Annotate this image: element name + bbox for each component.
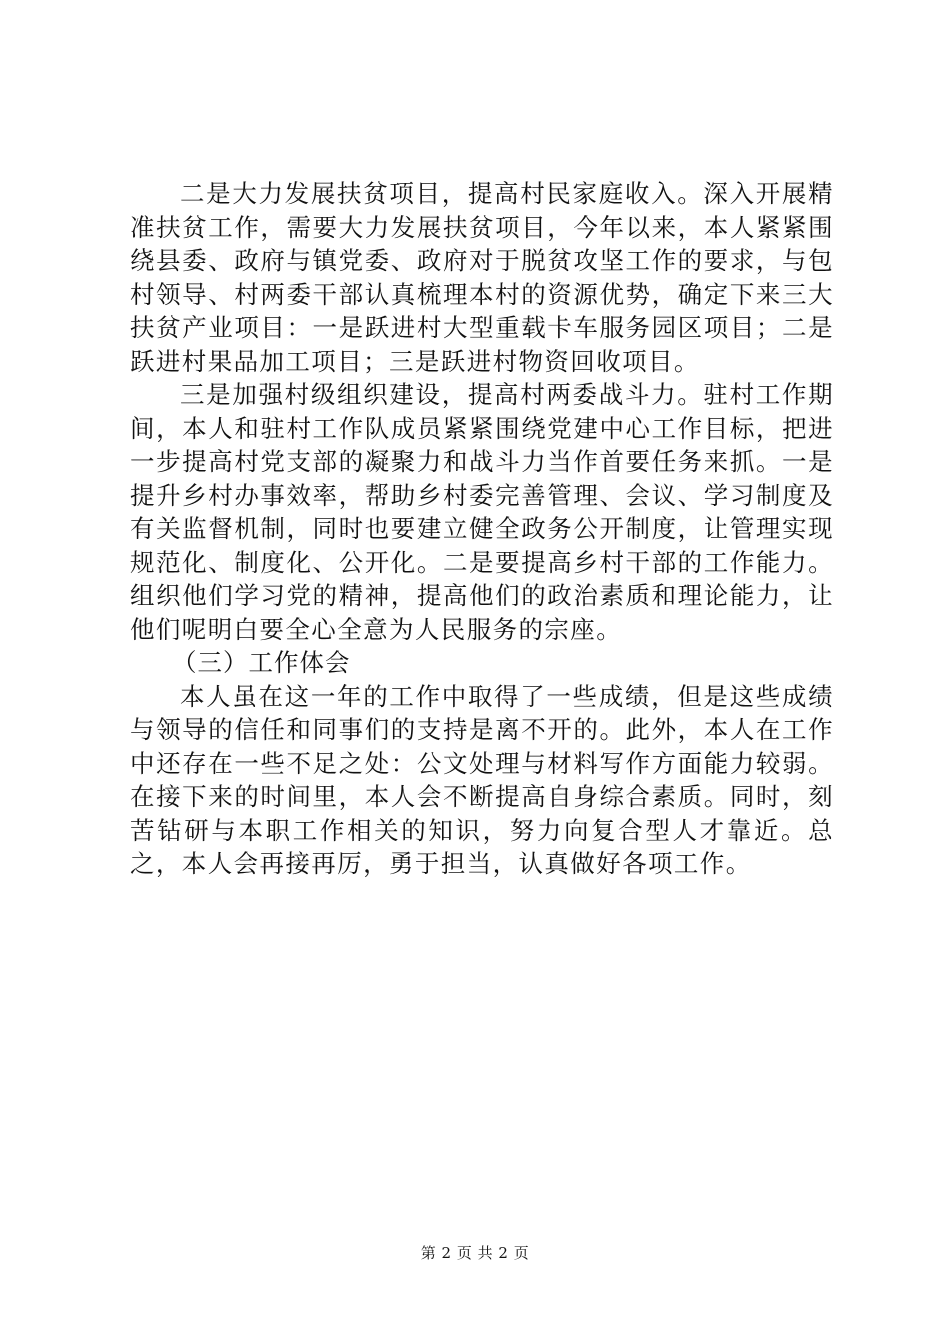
paragraph-poverty-projects: 二是大力发展扶贫项目，提高村民家庭收入。深入开展精准扶贫工作，需要大力发展扶贫项目，今年以来，本人紧紧围绕县委、政府与镇党委、政府对于脱贫攻坚工作的要求，与包村领导、村两委干部认真梳理本村的资源优势，确定下来三大扶贫产业项目：一是跃进村大型重载卡车服务园区项目；二是跃进村果品加工项目；三是跃进村物资回收项目。 <box>130 179 834 376</box>
section-heading: （三）工作体会 <box>172 648 351 677</box>
paragraph-organization-building: 三是加强村级组织建设，提高村两委战斗力。驻村工作期间，本人和驻村工作队成员紧紧围绕党建中心工作目标，把进一步提高村党支部的凝聚力和战斗力当作首要任务来抓。一是提升乡村办事效率，帮助乡村委完善管理、会议、学习制度及有关监督机制，同时也要建立健全政务公开制度，让管理实现规范化、制度化、公开化。二是要提高乡村干部的工作能力。组织他们学习党的精神，提高他们的政治素质和理论能力，让他们呢明白要全心全意为人民服务的宗座。 <box>130 380 834 644</box>
paragraph-work-experience: 本人虽在这一年的工作中取得了一些成绩，但是这些成绩与领导的信任和同事们的支持是离不开的。此外，本人在工作中还存在一些不足之处：公文处理与材料写作方面能力较弱。在接下来的时间里，本人会不断提高自身综合素质。同时，刻苦钻研与本职工作相关的知识，努力向复合型人才靠近。总之，本人会再接再厉，勇于担当，认真做好各项工作。 <box>130 681 834 878</box>
page-number-footer: 第 2 页 共 2 页 <box>420 1244 530 1262</box>
document-body <box>130 177 834 881</box>
